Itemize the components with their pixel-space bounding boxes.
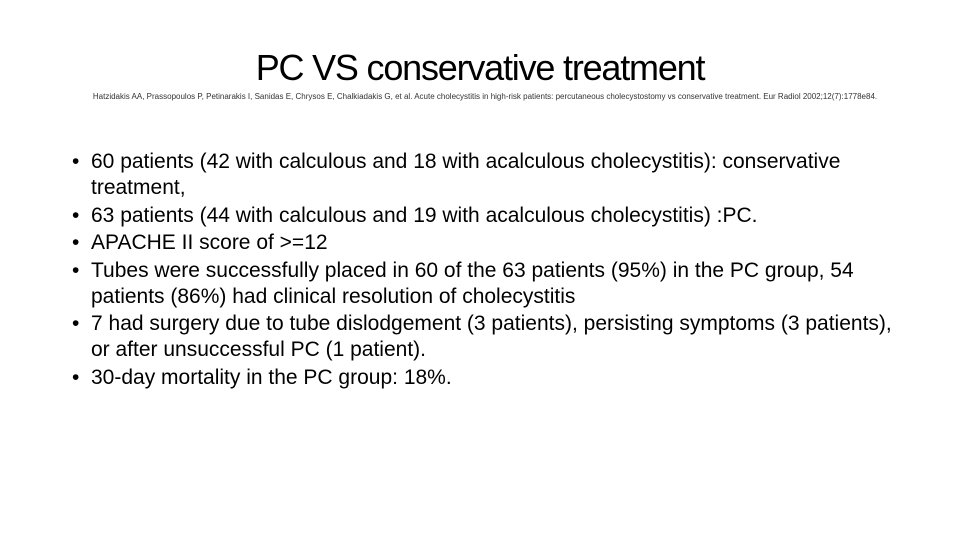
bullet-text: 7 had surgery due to tube dislodgement (3 patients), persisting symptoms (3 patients), or after unsuccessful PC (1 patient). bbox=[91, 312, 892, 361]
bullet-icon: • bbox=[72, 258, 80, 282]
bullet-text: Tubes were successfully placed in 60 of the 63 patients (95%) in the PC group, 54 patients (86%) had clinical resolution of cholecystitis bbox=[91, 258, 854, 308]
slide-title: PC VS conservative treatment bbox=[255, 47, 705, 88]
bullet-text: 63 patients (44 with calculous and 19 with acalculous cholecystitis) :PC. bbox=[91, 203, 758, 227]
bullet-text: APACHE II score of >=12 bbox=[91, 231, 328, 254]
bullet-list bbox=[72, 149, 892, 392]
bullet-text: 30-day mortality in the PC group: 18%. bbox=[91, 365, 452, 389]
bullet-item bbox=[72, 365, 892, 391]
bullet-icon: • bbox=[72, 203, 80, 227]
bullet-icon: • bbox=[72, 150, 80, 173]
bullet-item bbox=[72, 258, 892, 310]
bullet-icon: • bbox=[72, 231, 80, 254]
bullet-item bbox=[72, 230, 892, 256]
bullet-item bbox=[72, 311, 892, 363]
bullet-item bbox=[72, 149, 892, 201]
bullet-icon: • bbox=[72, 365, 80, 389]
bullet-icon: • bbox=[72, 312, 80, 335]
citation: Hatzidakis AA, Prassopoulos P, Petinarakis I, Sanidas E, Chrysos E, Chalkiadakis G, et al. Acute cholecystitis in high-risk patients: percutaneous cholecystostomy vs conservative treatment. Eur Radiol 2002;12(7):1778e84. bbox=[92, 92, 878, 101]
bullet-text: 60 patients (42 with calculous and 18 with acalculous cholecystitis): conservative treatment, bbox=[91, 150, 841, 199]
bullet-item bbox=[72, 203, 892, 229]
